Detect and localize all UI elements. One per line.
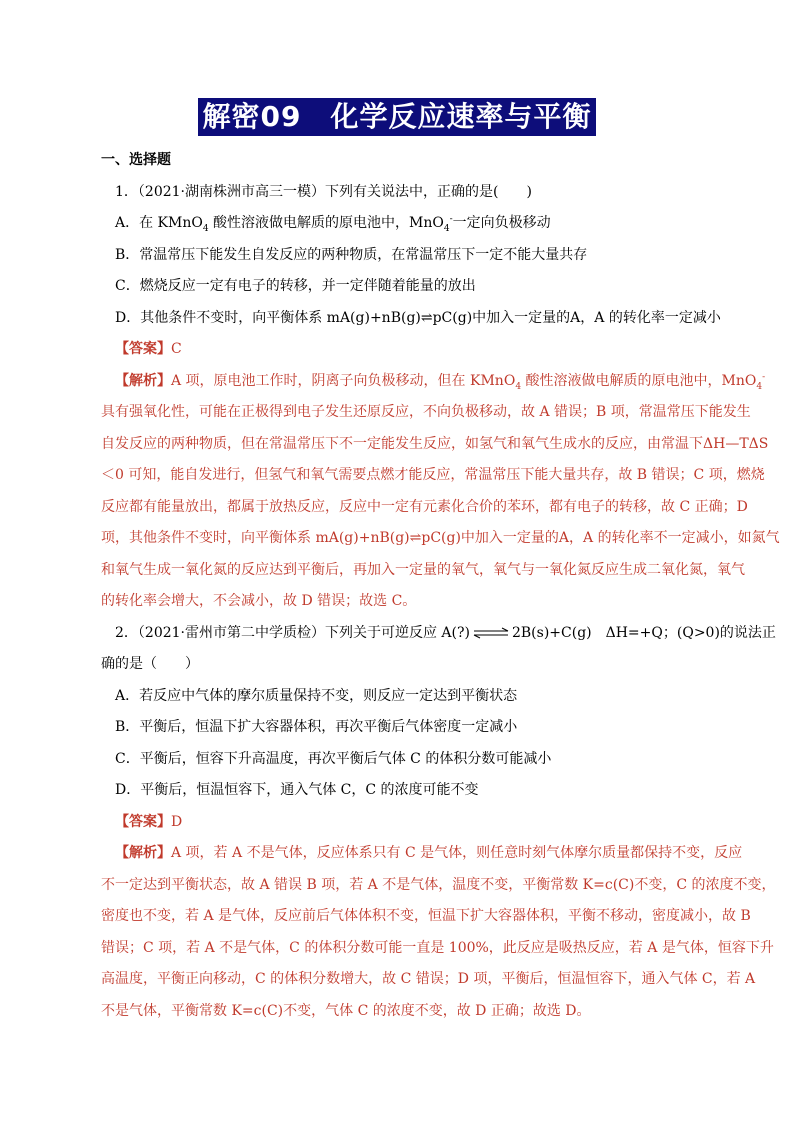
q2-analysis-line-4: 错误；C 项，若 A 不是气体，C 的体积分数可能一直是 100%，此反应是吸热反应，若 A 是气体，恒容下升 [101, 939, 774, 956]
q2-option-a: A．若反应中气体的摩尔质量保持不变，则反应一定达到平衡状态 [115, 687, 518, 704]
q1-analysis-line-6: 项，其他条件不变时，向平衡体系 mA(g)+nB(g)⇌pC(g)中加入一定量的A，A 的转化率不一定减小，如氮气 [101, 530, 780, 546]
q1-answer [101, 334, 715, 366]
q2-answer [101, 807, 715, 839]
q2-analysis-label: 【解析】 [115, 845, 171, 861]
q1-option-a-text-3: 一定向负极移动 [452, 215, 551, 231]
q2-analysis-line-1 [101, 838, 743, 870]
q2-analysis-line-6: 不是气体，平衡常数 K=c(C)不变，气体 C 的浓度不变，故 D 正确；故选 D。 [101, 1002, 591, 1019]
q1-option-a-sup: - [449, 214, 453, 225]
page-title: 解密09 化学反应速率与平衡 [198, 98, 597, 136]
q1-analysis-line-7: 和氧气生成一氧化氮的反应达到平衡后，再加入一定量的氧气，氧气与一氧化氮反应生成二氧化氮，氧气 [101, 561, 745, 578]
q1-option-a-sub-1: 4 [202, 223, 209, 234]
q1-option-a-sub-2: 4 [443, 223, 450, 234]
q2-stem-line-2: 确的是（ ） [101, 656, 199, 672]
q1-analysis-line-1 [101, 366, 766, 398]
q2-option-c: C．平衡后，恒容下升高温度，再次平衡后气体 C 的体积分数可能减小 [115, 750, 552, 767]
q1-analysis-line-2: 具有强氧化性，可能在正极得到电子发生还原反应，不向负极移动，故 A 错误；B 项，常温常压下能发生 [101, 404, 751, 420]
q2-option-b: B．平衡后，恒温下扩大容器体积，再次平衡后气体密度一定减小 [115, 719, 518, 735]
q2-answer-value: D [171, 813, 183, 830]
q1-option-c: C．燃烧反应一定有电子的转移，并一定伴随着能量的放出 [115, 278, 476, 294]
q1-answer-value: C [171, 341, 182, 357]
q1-answer-label: 【答案】 [115, 341, 171, 357]
q2-stem [101, 618, 776, 650]
q1-analysis-text-2: 酸性溶液做电解质的原电池中，MnO [521, 372, 757, 389]
q1-analysis-line-3: 自发反应的两种物质，但在常温常压下不一定能发生反应，如氢气和氧气生成水的反应，由常温下ΔH—TΔS [101, 435, 769, 452]
q1-option-a-text-1: A．在 KMnO [115, 215, 203, 231]
q1-analysis-text-1: A 项，原电池工作时，阴离子向负极移动，但在 KMnO [171, 372, 516, 389]
q2-stem-text-2: 2B(s)+C(g) ΔH=+Q；(Q>0)的说法正 [511, 624, 776, 641]
q1-stem: 1．（2021·湖南株洲市高三一模）下列有关说法中，正确的是( ) [115, 183, 532, 200]
q1-option-b: B．常温常压下能发生自发反应的两种物质，在常温常压下一定不能大量共存 [115, 246, 588, 263]
q1-analysis-line-4: ＜0 可知，能自发进行，但氢气和氧气需要点燃才能反应，常温常压下能大量共存，故 B 错误；C 项，燃烧 [101, 467, 765, 483]
title-container [0, 98, 794, 136]
q1-analysis-sub-1: 4 [515, 381, 522, 392]
q1-option-d: D．其他条件不变时，向平衡体系 mA(g)+nB(g)⇌pC(g)中加入一定量的A，A 的转化率一定减小 [115, 309, 721, 326]
q2-stem-text-1: 2．（2021·雷州市第二中学质检）下列关于可逆反应 A(?) [115, 624, 470, 641]
q2-analysis-line-5: 高温度，平衡正向移动，C 的体积分数增大，故 C 错误；D 项，平衡后，恒温恒容下，通入气体 C，若 A [101, 971, 756, 987]
q1-analysis-sub-2: 4 [756, 381, 763, 392]
q1-option-a-text-2: 酸性溶液做电解质的原电池中，MnO [208, 215, 444, 231]
q2-analysis-line-3: 密度也不变，若 A 是气体，反应前后气体体积不变，恒温下扩大容器体积，平衡不移动，密度减小，故 B [101, 908, 751, 924]
equilibrium-arrow-icon [473, 628, 509, 638]
section-heading: 一、选择题 [101, 152, 171, 168]
q2-option-d: D．平衡后，恒温恒容下，通入气体 C，C 的浓度可能不变 [115, 782, 479, 798]
q1-option-a [101, 208, 715, 240]
q1-analysis-label: 【解析】 [115, 372, 171, 389]
q2-answer-label: 【答案】 [115, 813, 171, 830]
q1-analysis-line-5: 反应都有能量放出，都属于放热反应，反应中一定有元素化合价的苯环，都有电子的转移，故 C 正确；D [101, 498, 748, 515]
document-body [101, 145, 780, 1027]
q1-analysis-sup: - [762, 371, 766, 382]
q1-analysis-line-8: 的转化率会增大，不会减小，故 D 错误；故选 C。 [101, 593, 417, 609]
q2-analysis-line-2: 不一定达到平衡状态，故 A 错误 B 项，若 A 不是气体，温度不变，平衡常数 K=c(C)不变，C 的浓度不变， [101, 876, 776, 893]
q2-analysis-text-1: A 项，若 A 不是气体，反应体系只有 C 是气体，则任意时刻气体摩尔质量都保持不变，反应 [171, 845, 743, 861]
